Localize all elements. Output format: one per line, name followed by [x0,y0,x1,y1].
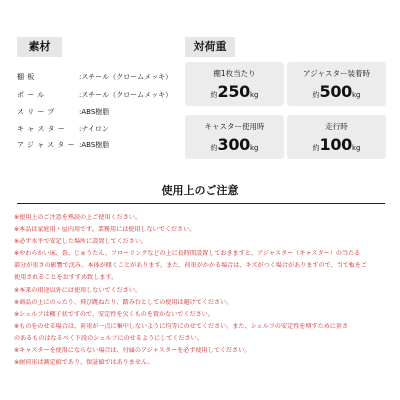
material-value: :ナイロン [79,125,109,133]
load-card-value [287,82,386,105]
materials-header: 素材 [17,37,62,57]
material-row-caster [17,123,187,135]
caution-note: 部分が重さの影響で沈み、本体が傾くことがあります。また、荷重がかかる場合は、キズがつく場合がありますので、当て板をご [14,262,368,269]
load-card-label: 走行時 [325,122,348,131]
load-card-caster [185,115,284,159]
caution-note: ※商品の上にのったり、飛び跳ねたり、踏み台としての使用は避けてください。 [14,299,233,306]
material-row-sleeve [17,106,187,118]
caution-note: ※シェルフは棚子状ですので、安定性を欠くものを置かないでください。 [14,311,214,318]
load-unit: kg [352,91,361,99]
load-number: 100 [319,135,352,154]
approx-prefix: 約 [312,144,320,152]
approx-prefix: 約 [210,144,218,152]
material-row-shelf [17,71,187,83]
caution-note: ※やわらかい床、畳、じゅうたん、フローリングなどの上に長時間設置しておきますと、アジャスター（キャスター）の当たる [14,250,361,257]
approx-prefix: 約 [312,91,320,99]
load-number: 250 [217,82,250,101]
caution-note: ※本来の用途以外には使用しないでください。 [14,287,141,294]
material-value: :ABS樹脂 [79,141,110,149]
load-card-label: 棚1枚当たり [213,69,256,78]
caution-title: 使用上のご注意 [161,184,239,197]
material-label: アジャスター [17,141,78,149]
load-card-value [185,135,284,158]
caution-note: のあるものはなるべく下段のシェルフにのせるようにしてください。 [14,335,203,342]
material-label: キャスター [17,125,68,133]
caution-note: 使用されることをおすすめ致します。 [14,274,118,281]
material-value: :スチール（クロームメッキ） [79,91,173,99]
load-card-label: キャスター使用時 [204,122,265,131]
material-label: スリーブ [17,108,58,116]
load-number: 500 [319,82,352,101]
load-unit: kg [250,91,259,99]
material-label: 棚板 [17,73,38,81]
load-number: 300 [217,135,250,154]
load-unit: kg [352,144,361,152]
caution-divider [17,203,385,204]
material-label: ポール [17,91,48,99]
material-row-adjuster [17,139,187,151]
load-card-label: アジャスター装着時 [302,69,371,78]
approx-prefix: 約 [210,91,218,99]
load-card-adjuster [287,62,386,106]
material-value: :ABS樹脂 [79,108,110,116]
caution-note: ※本品は家庭用・屋内用です。業務用には使用しないでください。 [14,226,196,233]
load-card-per-shelf [185,62,284,106]
caution-note: ※使用上のご注意を熟読の上ご使用ください。 [14,214,141,221]
material-value: :スチール（クロームメッキ） [79,73,173,81]
load-card-value [185,82,284,105]
load-card-value [287,135,386,158]
caution-note: ※ものをのせる場合は、荷重が一点に集中しないように均等にのせてください。また、シェルフの安定性を増すために重さ [14,323,349,330]
load-card-moving [287,115,386,159]
load-unit: kg [250,144,259,152]
caution-note: ※キャスターを使用にならない場合は、付属のアジャスターを必ず使用してください。 [14,347,251,354]
caution-note: ※耐荷重は測定値であり、保証値ではありません。 [14,359,154,366]
caution-note: ※必ず水平で安定した場所に設置してください。 [14,238,148,245]
material-row-pole [17,89,187,101]
load-capacity-header: 対荷重 [185,37,235,57]
